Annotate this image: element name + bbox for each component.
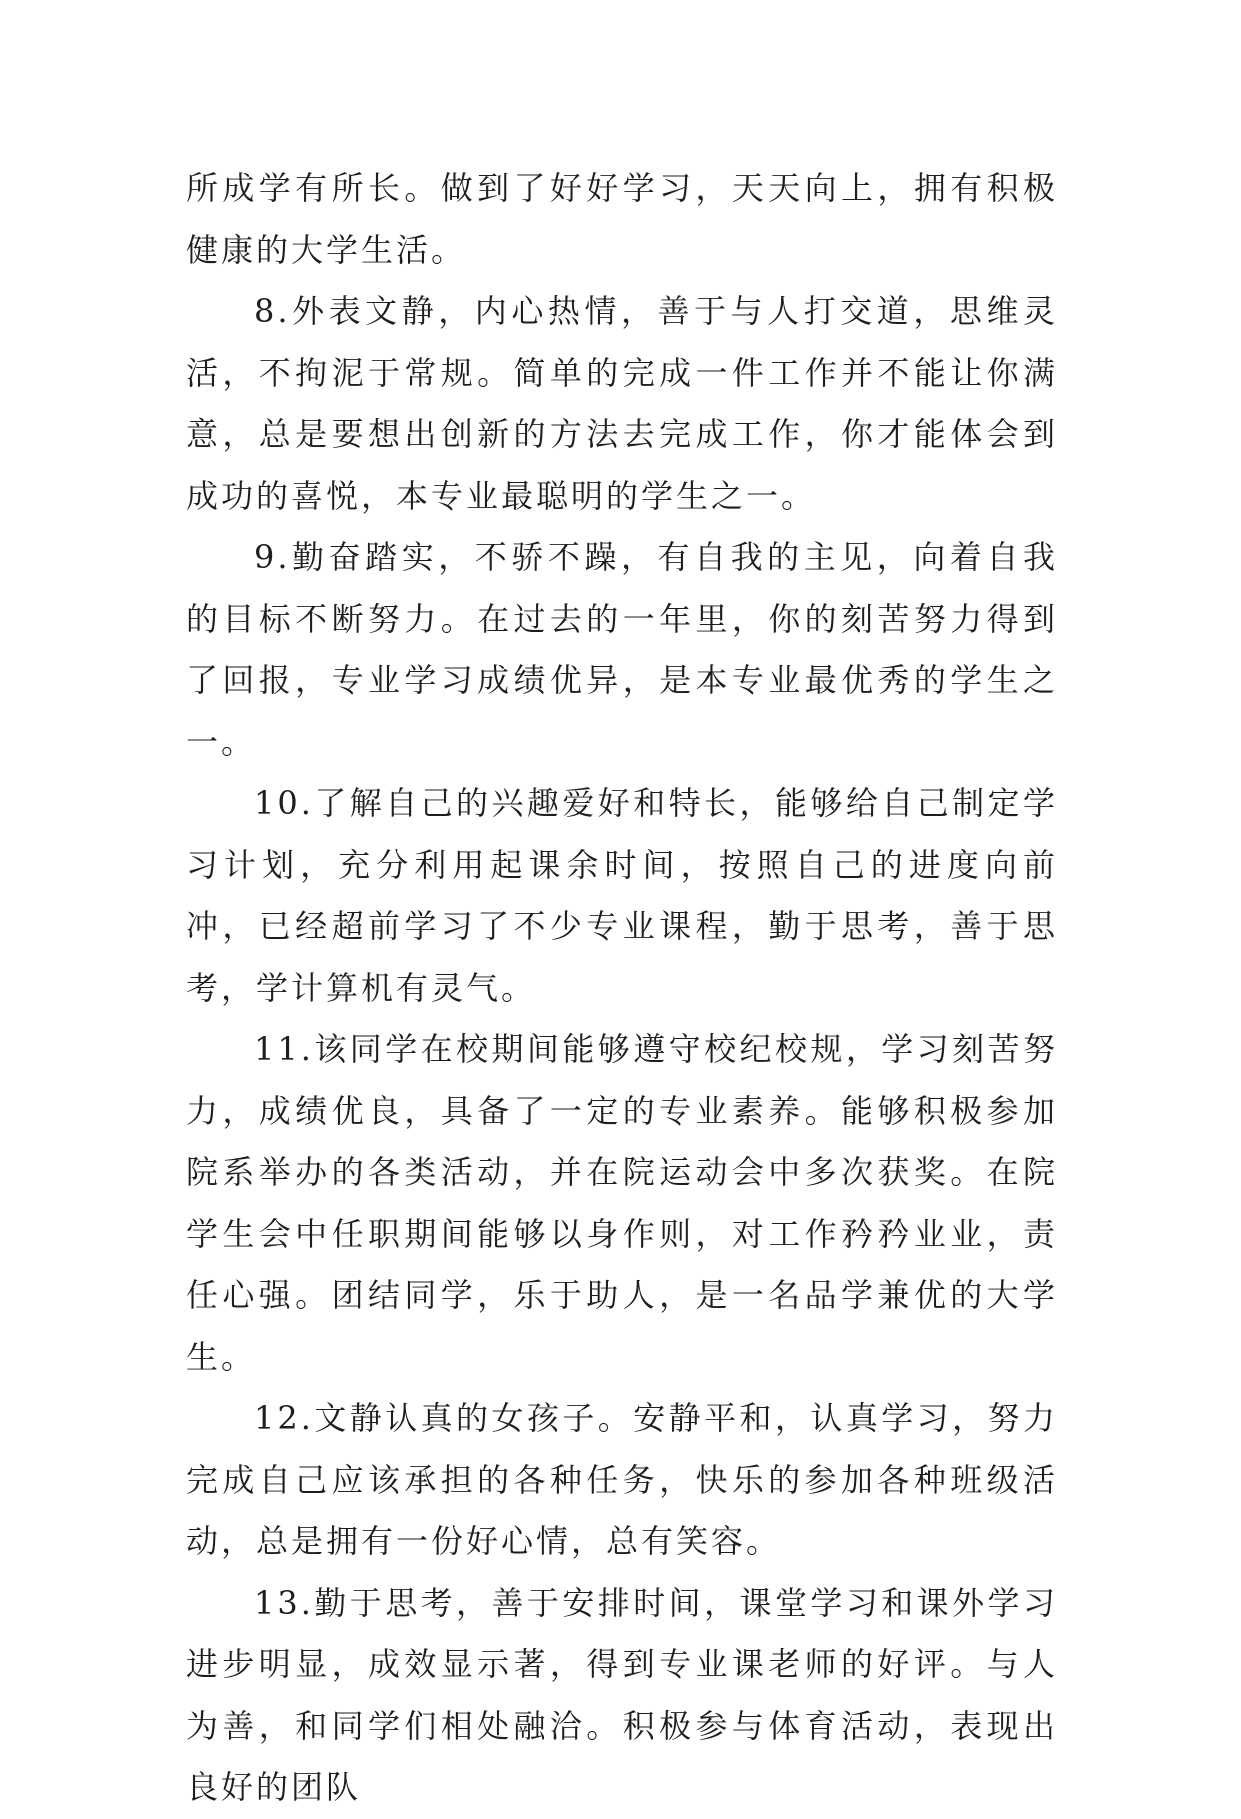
document-body	[186, 158, 1058, 1819]
paragraph-continuation: 所成学有所长。做到了好好学习，天天向上，拥有积极健康的大学生活。	[186, 169, 1058, 269]
paragraph-item-11: 11.该同学在校期间能够遵守校纪校规，学习刻苦努力，成绩优良，具备了一定的专业素养。能够积极参加院系举办的各类活动，并在院运动会中多次获奖。在院学生会中任职期间能够以身作则，对工作矜矜业业，责任心强。团结同学，乐于助人，是一名品学兼优的大学生。	[186, 1030, 1058, 1376]
paragraph-item-9: 9.勤奋踏实，不骄不躁，有自我的主见，向着自我的目标不断努力。在过去的一年里，你的刻苦努力得到了回报，专业学习成绩优异，是本专业最优秀的学生之一。	[186, 538, 1058, 761]
paragraph-item-12: 12.文静认真的女孩子。安静平和，认真学习，努力完成自己应该承担的各种任务，快乐的参加各种班级活动，总是拥有一份好心情，总有笑容。	[186, 1399, 1058, 1560]
paragraph-item-10: 10.了解自己的兴趣爱好和特长，能够给自己制定学习计划，充分利用起课余时间，按照自己的进度向前冲，已经超前学习了不少专业课程，勤于思考，善于思考，学计算机有灵气。	[186, 784, 1058, 1007]
paragraph-item-13: 13.勤于思考，善于安排时间，课堂学习和课外学习进步明显，成效显示著，得到专业课老师的好评。与人为善，和同学们相处融洽。积极参与体育活动，表现出良好的团队	[186, 1583, 1058, 1806]
paragraph-item-8: 8.外表文静，内心热情，善于与人打交道，思维灵活，不拘泥于常规。简单的完成一件工作并不能让你满意，总是要想出创新的方法去完成工作，你才能体会到成功的喜悦，本专业最聪明的学生之一。	[186, 292, 1058, 515]
